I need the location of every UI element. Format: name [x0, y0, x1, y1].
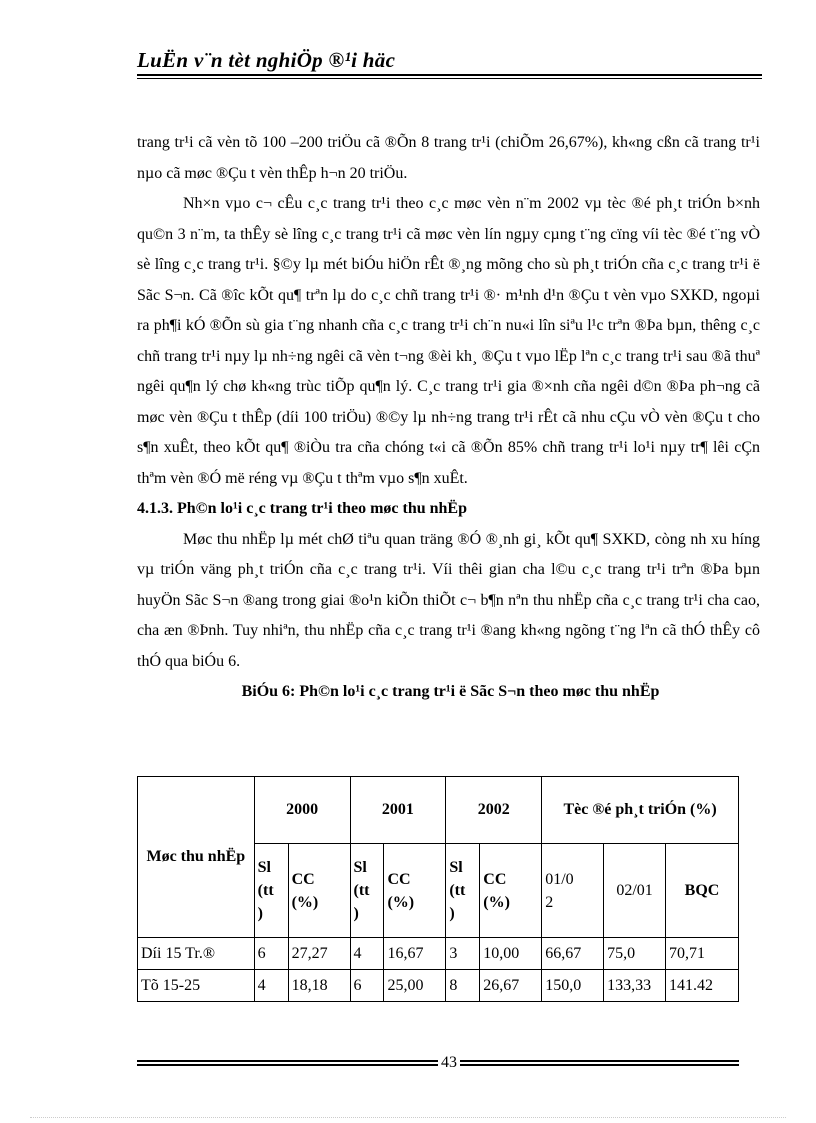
growth-bqc-header: BQC	[666, 844, 739, 938]
cc-header: CC (%)	[384, 844, 446, 938]
sl-header: Sl (tt )	[350, 844, 384, 938]
page-edge-dots	[30, 1117, 786, 1118]
table-row	[138, 938, 739, 970]
sl-header: Sl (tt )	[446, 844, 480, 938]
row-label: Tõ 15-25	[138, 970, 255, 1002]
table-header-row	[138, 777, 739, 844]
section-heading: 4.1.3. Ph©n lo¹i c¸c trang tr¹i theo møc thu nhËp	[137, 500, 467, 517]
cell: 133,33	[604, 970, 666, 1002]
header-rule-thin	[137, 78, 762, 79]
page-number: 43	[438, 1054, 460, 1072]
header-rule	[137, 74, 762, 76]
cell: 8	[446, 970, 480, 1002]
sl-header: Sl (tt )	[254, 844, 288, 938]
year-2000-header: 2000	[254, 777, 350, 844]
paragraph-1: trang tr¹i cã vèn tõ 100 –200 triÖu cã ®Õn 8 trang tr¹i (chiÕm 26,67%), kh«ng cßn cã trang tr¹i nµo cã møc ®Çu t vèn thÊp h¬n 20 triÖu.	[137, 134, 760, 182]
cell: 10,00	[480, 938, 542, 970]
cell: 4	[254, 970, 288, 1002]
cell: 26,67	[480, 970, 542, 1002]
header-title: LuËn v¨n tèt nghiÖp ®¹i häc	[137, 48, 396, 72]
table-row	[138, 970, 739, 1002]
cell: 70,71	[666, 938, 739, 970]
row-label: Díi 15 Tr.®	[138, 938, 255, 970]
col-income-header: Møc thu nhËp	[138, 777, 255, 938]
cc-header: CC (%)	[480, 844, 542, 938]
cell: 75,0	[604, 938, 666, 970]
body-text	[137, 128, 760, 707]
cell: 3	[446, 938, 480, 970]
cell: 16,67	[384, 938, 446, 970]
cell: 141.42	[666, 970, 739, 1002]
income-table	[137, 776, 739, 1002]
cc-header: CC (%)	[288, 844, 350, 938]
cell: 66,67	[542, 938, 604, 970]
year-2002-header: 2002	[446, 777, 542, 844]
cell: 25,00	[384, 970, 446, 1002]
cell: 4	[350, 938, 384, 970]
cell: 6	[254, 938, 288, 970]
growth-header: Tèc ®é ph¸t triÓn (%)	[542, 777, 739, 844]
cell: 150,0	[542, 970, 604, 1002]
cell: 27,27	[288, 938, 350, 970]
growth-0102-header: 01/0 2	[542, 844, 604, 938]
year-2001-header: 2001	[350, 777, 446, 844]
table-caption: BiÓu 6: Ph©n lo¹i c¸c trang tr¹i ë Sãc S¬n theo møc thu nhËp	[241, 683, 660, 700]
growth-0201-header: 02/01	[604, 844, 666, 938]
paragraph-2: Nh×n vµo c¬ cÊu c¸c trang tr¹i theo c¸c møc vèn n¨m 2002 vµ tèc ®é ph¸t triÓn b×nh qu©n 3 n¨m, ta thÊy sè lîng c¸c trang tr¹i cã møc vèn lín ngµy cµng t¨ng cïng víi tèc ®é t¨ng vÒ sè lîng c¸c trang tr¹i. §©y lµ mét biÓu hiÖn rÊt ®¸ng mõng cho sù ph¸t triÓn cña c¸c trang tr¹i ë Sãc S¬n. Cã ®îc kÕt qu¶ trªn lµ do c¸c chñ trang tr¹i ®· m¹nh d¹n ®Çu t vèn vµo SXKD, ngoµi ra ph¶i kÓ ®Õn sù gia t¨ng nhanh cña c¸c trang tr¹i ch¨n nu«i lîn siªu l¹c trªn ®Þa bµn, thêng c¸c chñ trang tr¹i nµy lµ nh÷ng ngêi cã vèn t¬ng ®èi kh¸ ®Çu t vµo lËp lªn c¸c trang tr¹i sau ®ã thuª ngêi qu¶n lý chø kh«ng trùc tiÕp qu¶n lý. C¸c trang tr¹i gia ®×nh cña ngêi d©n ®Þa ph¬ng cã møc vèn ®Çu t thÊp (díi 100 triÖu) ®©y lµ nh÷ng trang tr¹i rÊt cã nhu cÇu vÒ vèn ®Çu t cho s¶n xuÊt, theo kÕt qu¶ ®iÒu tra cña chóng t«i cã ®Õn 85% chñ trang tr¹i lo¹i nµy tr¶ lêi cÇn thªm vèn ®Ó më réng vµ ®Çu t thªm vµo s¶n xuÊt.	[137, 195, 760, 487]
cell: 18,18	[288, 970, 350, 1002]
cell: 6	[350, 970, 384, 1002]
paragraph-3: Møc thu nhËp lµ mét chØ tiªu quan träng ®Ó ®¸nh gi¸ kÕt qu¶ SXKD, còng nh xu híng vµ triÓn väng ph¸t triÓn cña c¸c trang tr¹i. Víi thêi gian cha l©u c¸c trang tr¹i trªn ®Þa bµn huyÖn Sãc S¬n ®ang trong giai ®o¹n kiÕn thiÕt c¬ b¶n nªn thu nhËp cña c¸c trang tr¹i cha cao, cha æn ®Þnh. Tuy nhiªn, thu nhËp cña c¸c trang tr¹i ®ang kh«ng ngõng t¨ng lªn cã thÓ thÊy cô thÓ qua biÓu 6.	[137, 530, 760, 670]
